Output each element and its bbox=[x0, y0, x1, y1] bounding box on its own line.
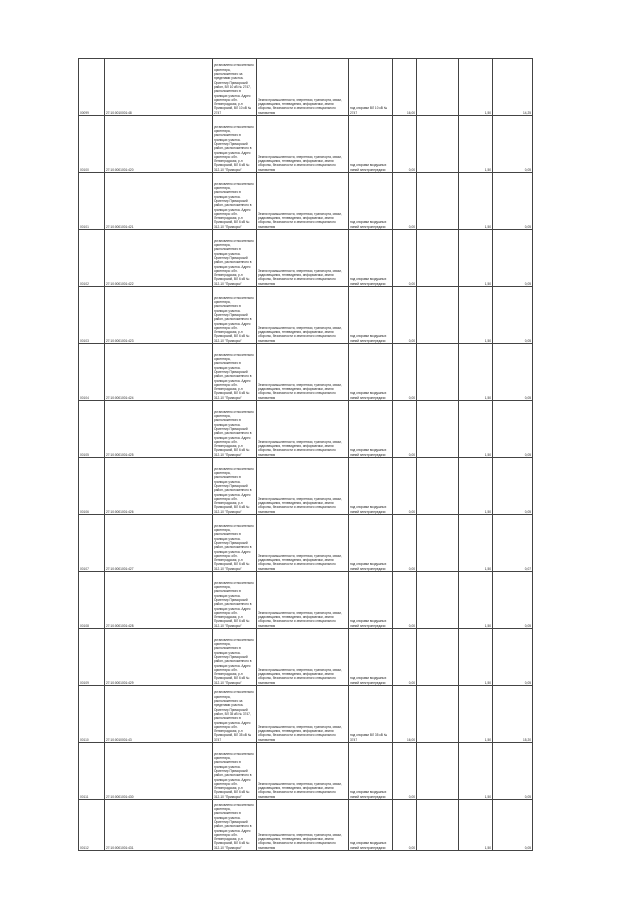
cadastral-number-cell: 27:10:0001001:422 bbox=[105, 230, 213, 287]
row-number-cell: 00111 bbox=[79, 743, 105, 800]
empty-cell bbox=[417, 401, 459, 458]
land-category-cell: Земли промышленности, энергетики, транспорта, связи, радиовещания, телевидения, информатики, земли обороны, безопасности и земли иного специального назначения bbox=[257, 515, 349, 572]
cadastral-number-cell: 27:10:0001001:424 bbox=[105, 344, 213, 401]
table-row bbox=[79, 59, 533, 116]
permitted-use-cell: под опорами воздушных линий электропередачи bbox=[349, 230, 393, 287]
table-row bbox=[79, 572, 533, 629]
land-category-cell: Земли промышленности, энергетики, транспорта, связи, радиовещания, телевидения, информатики, земли обороны, безопасности и земли иного специального назначения bbox=[257, 116, 349, 173]
land-category-cell: Земли промышленности, энергетики, транспорта, связи, радиовещания, телевидения, информатики, земли обороны, безопасности и земли иного специального назначения bbox=[257, 230, 349, 287]
empty-cell bbox=[417, 572, 459, 629]
permitted-use-cell: под опорами воздушных линий электропередачи bbox=[349, 458, 393, 515]
land-category-cell: Земли промышленности, энергетики, транспорта, связи, радиовещания, телевидения, информатики, земли обороны, безопасности и земли иного специального назначения bbox=[257, 173, 349, 230]
rate-cell: 1,50 bbox=[459, 173, 493, 230]
location-cell: установлено относительно ориентира, расположенного в границах участка. Ориентир Приморский район, расположенного в границах участка. Адрес ориентира: обл. Ленинградская, р-н Приморский, ВЛ 6 кВ № 312-10 "Приморск" bbox=[213, 629, 257, 686]
area-cell: 0,00 bbox=[393, 515, 417, 572]
table-row bbox=[79, 173, 533, 230]
rate-cell: 1,50 bbox=[459, 287, 493, 344]
empty-cell bbox=[417, 173, 459, 230]
rate-cell: 1,50 bbox=[459, 344, 493, 401]
rate-cell: 1,50 bbox=[459, 116, 493, 173]
rate-cell: 1,50 bbox=[459, 401, 493, 458]
location-cell: установлено относительно ориентира, расположенного в границах участка. Ориентир Приморский район, расположенного в границах участка. Адрес ориентира: обл. Ленинградская, р-н Приморский, ВЛ 6 кВ № 312-10 "Приморск" bbox=[213, 743, 257, 800]
row-number-cell: 00109 bbox=[79, 629, 105, 686]
table-row bbox=[79, 800, 533, 851]
rate-cell: 1,50 bbox=[459, 743, 493, 800]
row-number-cell: 00108 bbox=[79, 572, 105, 629]
empty-cell bbox=[417, 230, 459, 287]
cadastral-number-cell: 27:10:0001001:430 bbox=[105, 743, 213, 800]
empty-cell bbox=[417, 59, 459, 116]
area-cell: 0,00 bbox=[393, 287, 417, 344]
tax-amount-cell: 0,05 bbox=[493, 800, 533, 851]
tax-amount-cell: 0,05 bbox=[493, 458, 533, 515]
location-cell: установлено относительно ориентира, расположенного за пределами участка. Ориентир Приморский район, ВЛ 35 кВ № 3747, расположенного в границах участка. Адрес ориентира: обл. Ленинградская, р-н Приморский, ВЛ 35 кВ № 3747 bbox=[213, 686, 257, 743]
empty-cell bbox=[417, 629, 459, 686]
row-number-cell: 00110 bbox=[79, 686, 105, 743]
area-cell: 16,00 bbox=[393, 59, 417, 116]
rate-cell: 1,50 bbox=[459, 629, 493, 686]
cadastral-number-cell: 27:10:0001001:421 bbox=[105, 173, 213, 230]
tax-amount-cell: 0,05 bbox=[493, 287, 533, 344]
land-category-cell: Земли промышленности, энергетики, транспорта, связи, радиовещания, телевидения, информатики, земли обороны, безопасности и земли иного специального назначения bbox=[257, 401, 349, 458]
location-cell: установлено относительно ориентира, расположенного в границах участка. Ориентир Приморский район, расположенного в границах участка. Адрес ориентира: обл. Ленинградская, р-н Приморский, ВЛ 6 кВ № 312-10 "Приморск" bbox=[213, 116, 257, 173]
cadastral-number-cell: 27:10:0010001:48 bbox=[105, 59, 213, 116]
tax-amount-cell: 0,05 bbox=[493, 173, 533, 230]
land-category-cell: Земли промышленности, энергетики, транспорта, связи, радиовещания, телевидения, информатики, земли обороны, безопасности и земли иного специального назначения bbox=[257, 59, 349, 116]
tax-amount-cell: 15,20 bbox=[493, 686, 533, 743]
area-cell: 0,00 bbox=[393, 344, 417, 401]
table-row bbox=[79, 458, 533, 515]
permitted-use-cell: под опорами ВЛ 10 кВ № 2747 bbox=[349, 59, 393, 116]
rate-cell: 1,50 bbox=[459, 458, 493, 515]
permitted-use-cell: под опорами воздушных линий электропередачи bbox=[349, 401, 393, 458]
row-number-cell: 00107 bbox=[79, 515, 105, 572]
rate-cell: 1,50 bbox=[459, 515, 493, 572]
land-category-cell: Земли промышленности, энергетики, транспорта, связи, радиовещания, телевидения, информатики, земли обороны, безопасности и земли иного специального назначения bbox=[257, 629, 349, 686]
land-plots-table bbox=[78, 58, 533, 851]
location-cell: установлено относительно ориентира, расположенного в границах участка. Ориентир Приморский район, расположенного в границах участка. Адрес ориентира: обл. Ленинградская, р-н Приморский, ВЛ 6 кВ № 312-10 "Приморск" bbox=[213, 287, 257, 344]
table-row bbox=[79, 743, 533, 800]
tax-amount-cell: 0,05 bbox=[493, 572, 533, 629]
permitted-use-cell: под опорами воздушных линий электропередачи bbox=[349, 173, 393, 230]
permitted-use-cell: под опорами воздушных линий электропередачи bbox=[349, 800, 393, 851]
cadastral-number-cell: 27:10:0001001:428 bbox=[105, 572, 213, 629]
table-row bbox=[79, 287, 533, 344]
permitted-use-cell: под опорами воздушных линий электропередачи bbox=[349, 572, 393, 629]
rate-cell: 1,50 bbox=[459, 59, 493, 116]
empty-cell bbox=[417, 287, 459, 344]
land-category-cell: Земли промышленности, энергетики, транспорта, связи, радиовещания, телевидения, информатики, земли обороны, безопасности и земли иного специального назначения bbox=[257, 287, 349, 344]
row-number-cell: 00105 bbox=[79, 401, 105, 458]
area-cell: 0,00 bbox=[393, 116, 417, 173]
area-cell: 16,00 bbox=[393, 686, 417, 743]
land-category-cell: Земли промышленности, энергетики, транспорта, связи, радиовещания, телевидения, информатики, земли обороны, безопасности и земли иного специального назначения bbox=[257, 686, 349, 743]
permitted-use-cell: под опорами воздушных линий электропередачи bbox=[349, 287, 393, 344]
rate-cell: 1,50 bbox=[459, 230, 493, 287]
area-cell: 0,00 bbox=[393, 173, 417, 230]
table-row bbox=[79, 230, 533, 287]
tax-amount-cell: 0,05 bbox=[493, 230, 533, 287]
cadastral-number-cell: 27:10:0001001:431 bbox=[105, 800, 213, 851]
land-category-cell: Земли промышленности, энергетики, транспорта, связи, радиовещания, телевидения, информатики, земли обороны, безопасности и земли иного специального назначения bbox=[257, 743, 349, 800]
row-number-cell: 00104 bbox=[79, 344, 105, 401]
empty-cell bbox=[417, 800, 459, 851]
location-cell: установлено относительно ориентира, расположенного в границах участка. Ориентир Приморский район, расположенного в границах участка. Адрес ориентира: обл. Ленинградская, р-н Приморский, ВЛ 6 кВ № 312-10 "Приморск" bbox=[213, 515, 257, 572]
permitted-use-cell: под опорами воздушных линий электропередачи bbox=[349, 344, 393, 401]
area-cell: 0,00 bbox=[393, 230, 417, 287]
cadastral-number-cell: 27:10:0001001:425 bbox=[105, 401, 213, 458]
location-cell: установлено относительно ориентира, расположенного в границах участка. Ориентир Приморский район, расположенного в границах участка. Адрес ориентира: обл. Ленинградская, р-н Приморский, ВЛ 6 кВ № 312-10 "Приморск" bbox=[213, 230, 257, 287]
table-row bbox=[79, 344, 533, 401]
permitted-use-cell: под опорами ВЛ 35 кВ № 3747 bbox=[349, 686, 393, 743]
permitted-use-cell: под опорами воздушных линий электропередачи bbox=[349, 116, 393, 173]
row-number-cell: 00102 bbox=[79, 230, 105, 287]
area-cell: 0,00 bbox=[393, 800, 417, 851]
cadastral-number-cell: 27:10:0010001:43 bbox=[105, 686, 213, 743]
empty-cell bbox=[417, 686, 459, 743]
cadastral-number-cell: 27:10:0001001:423 bbox=[105, 287, 213, 344]
rate-cell: 1,50 bbox=[459, 686, 493, 743]
tax-amount-cell: 0,05 bbox=[493, 629, 533, 686]
land-category-cell: Земли промышленности, энергетики, транспорта, связи, радиовещания, телевидения, информатики, земли обороны, безопасности и земли иного специального назначения bbox=[257, 572, 349, 629]
document-sheet bbox=[78, 58, 532, 849]
location-cell: установлено относительно ориентира, расположенного в границах участка. Ориентир Приморский район, расположенного в границах участка. Адрес ориентира: обл. Ленинградская, р-н Приморский, ВЛ 6 кВ № 312-10 "Приморск" bbox=[213, 458, 257, 515]
area-cell: 0,00 bbox=[393, 629, 417, 686]
empty-cell bbox=[417, 344, 459, 401]
permitted-use-cell: под опорами воздушных линий электропередачи bbox=[349, 629, 393, 686]
location-cell: установлено относительно ориентира, расположенного в границах участка. Ориентир Приморский район, расположенного в границах участка. Адрес ориентира: обл. Ленинградская, р-н Приморский, ВЛ 6 кВ № 312-10 "Приморск" bbox=[213, 401, 257, 458]
cadastral-number-cell: 27:10:0001001:427 bbox=[105, 515, 213, 572]
empty-cell bbox=[417, 116, 459, 173]
area-cell: 0,00 bbox=[393, 743, 417, 800]
table-row bbox=[79, 629, 533, 686]
table-row bbox=[79, 116, 533, 173]
tax-amount-cell: 0,05 bbox=[493, 743, 533, 800]
row-number-cell: 00100 bbox=[79, 116, 105, 173]
table-row bbox=[79, 686, 533, 743]
empty-cell bbox=[417, 458, 459, 515]
location-cell: установлено относительно ориентира, расположенного в границах участка. Ориентир Приморский район, расположенного в границах участка. Адрес ориентира: обл. Ленинградская, р-н Приморский, ВЛ 6 кВ № 312-10 "Приморск" bbox=[213, 344, 257, 401]
row-number-cell: 00101 bbox=[79, 173, 105, 230]
table-row bbox=[79, 401, 533, 458]
table-row bbox=[79, 515, 533, 572]
location-cell: установлено относительно ориентира, расположенного за пределами участка. Ориентир Приморский район, ВЛ 10 кВ № 2747, расположенного в границах участка. Адрес ориентира: обл. Ленинградская, р-н Приморский, ВЛ 10 кВ № 2747 bbox=[213, 59, 257, 116]
permitted-use-cell: под опорами воздушных линий электропередачи bbox=[349, 743, 393, 800]
tax-amount-cell: 0,05 bbox=[493, 401, 533, 458]
tax-amount-cell: 14,25 bbox=[493, 59, 533, 116]
location-cell: установлено относительно ориентира, расположенного в границах участка. Ориентир Приморский район, расположенного в границах участка. Адрес ориентира: обл. Ленинградская, р-н Приморский, ВЛ 6 кВ № 312-10 "Приморск" bbox=[213, 800, 257, 851]
cadastral-number-cell: 27:10:0001001:429 bbox=[105, 629, 213, 686]
row-number-cell: 00103 bbox=[79, 287, 105, 344]
row-number-cell: 00112 bbox=[79, 800, 105, 851]
tax-amount-cell: 0,05 bbox=[493, 116, 533, 173]
land-category-cell: Земли промышленности, энергетики, транспорта, связи, радиовещания, телевидения, информатики, земли обороны, безопасности и земли иного специального назначения bbox=[257, 800, 349, 851]
location-cell: установлено относительно ориентира, расположенного в границах участка. Ориентир Приморский район, расположенного в границах участка. Адрес ориентира: обл. Ленинградская, р-н Приморский, ВЛ 6 кВ № 312-10 "Приморск" bbox=[213, 173, 257, 230]
area-cell: 0,00 bbox=[393, 572, 417, 629]
row-number-cell: 00106 bbox=[79, 458, 105, 515]
location-cell: установлено относительно ориентира, расположенного в границах участка. Ориентир Приморский район, расположенного в границах участка. Адрес ориентира: обл. Ленинградская, р-н Приморский, ВЛ 6 кВ № 312-10 "Приморск" bbox=[213, 572, 257, 629]
empty-cell bbox=[417, 515, 459, 572]
area-cell: 0,00 bbox=[393, 458, 417, 515]
cadastral-number-cell: 27:10:0001001:420 bbox=[105, 116, 213, 173]
tax-amount-cell: 0,05 bbox=[493, 344, 533, 401]
empty-cell bbox=[417, 743, 459, 800]
tax-amount-cell: 0,07 bbox=[493, 515, 533, 572]
cadastral-number-cell: 27:10:0001001:426 bbox=[105, 458, 213, 515]
row-number-cell: 00099 bbox=[79, 59, 105, 116]
area-cell: 0,00 bbox=[393, 401, 417, 458]
rate-cell: 1,50 bbox=[459, 572, 493, 629]
table-body bbox=[79, 59, 533, 851]
permitted-use-cell: под опорами воздушных линий электропередачи bbox=[349, 515, 393, 572]
rate-cell: 1,50 bbox=[459, 800, 493, 851]
land-category-cell: Земли промышленности, энергетики, транспорта, связи, радиовещания, телевидения, информатики, земли обороны, безопасности и земли иного специального назначения bbox=[257, 458, 349, 515]
land-category-cell: Земли промышленности, энергетики, транспорта, связи, радиовещания, телевидения, информатики, земли обороны, безопасности и земли иного специального назначения bbox=[257, 344, 349, 401]
